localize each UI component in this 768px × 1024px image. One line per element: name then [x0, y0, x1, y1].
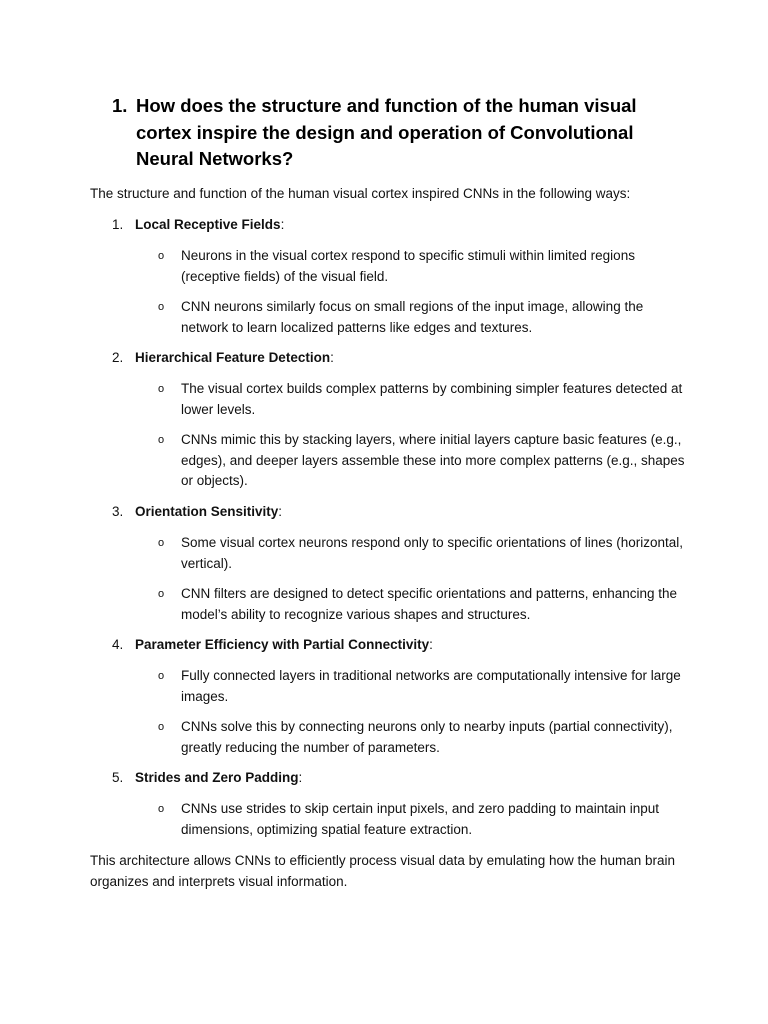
list-item-suffix: : [429, 637, 433, 652]
list-item-suffix: : [280, 217, 285, 232]
list-item-suffix: : [330, 350, 334, 365]
bullet-text: Some visual cortex neurons respond only to specific orientations of lines (horizontal, vertical). [181, 535, 684, 571]
bullet-marker: o [158, 803, 165, 815]
bullet-text: CNN filters are designed to detect specific orientations and patterns, enhancing the model’s ability to recognize various shapes and structures. [181, 586, 678, 622]
list-item-hierarchical-feature-detection [112, 348, 334, 369]
list-item-parameter-efficiency [112, 635, 433, 656]
list-item-title: Hierarchical Feature Detection [135, 350, 331, 365]
bullet-marker: o [158, 670, 165, 682]
list-item-orientation-sensitivity [112, 502, 282, 523]
question-text: How does the structure and function of the human visual cortex inspire the design and operation of Convolutional Neural Networks? [136, 95, 637, 169]
bullet-text: The visual cortex builds complex patterns by combining simpler features detected at lower levels. [181, 381, 683, 417]
bullet-marker: o [158, 301, 165, 313]
bullet-text: CNN neurons similarly focus on small regions of the input image, allowing the network to learn localized patterns like edges and textures. [181, 299, 644, 335]
list-item-strides-zero-padding [112, 768, 302, 789]
bullet-marker: o [158, 721, 165, 733]
bullet-text: CNNs solve this by connecting neurons only to nearby inputs (partial connectivity), greatly reducing the number of parameters. [181, 719, 673, 755]
bullet-marker: o [158, 588, 165, 600]
list-item-number: 5. [112, 770, 124, 785]
bullet-item [158, 799, 688, 840]
question-number: 1. [112, 95, 128, 116]
bullet-marker: o [158, 434, 165, 446]
list-item-title: Local Receptive Fields [135, 217, 281, 232]
bullet-item [158, 533, 688, 574]
question-heading [112, 93, 692, 173]
list-item-title: Orientation Sensitivity [135, 504, 279, 519]
list-item-number: 3. [112, 504, 124, 519]
bullet-marker: o [158, 250, 165, 262]
list-item-number: 4. [112, 637, 124, 652]
bullet-item [158, 379, 688, 420]
list-item-number: 1. [112, 217, 124, 232]
bullet-item [158, 584, 688, 625]
bullet-marker: o [158, 537, 165, 549]
list-item-suffix: : [278, 504, 283, 519]
bullet-item [158, 246, 688, 287]
bullet-item [158, 666, 688, 707]
list-item-title: Parameter Efficiency with Partial Connectivity [135, 637, 430, 652]
bullet-text: Neurons in the visual cortex respond to specific stimuli within limited regions (receptive fields) of the visual field. [181, 248, 635, 284]
conclusion-paragraph: This architecture allows CNNs to efficiently process visual data by emulating how the human brain organizes and interprets visual information. [90, 853, 676, 889]
bullet-item [158, 430, 688, 492]
list-item-suffix: : [298, 770, 303, 785]
intro-paragraph: The structure and function of the human visual cortex inspired CNNs in the following ways: [90, 186, 631, 201]
bullet-text: CNNs mimic this by stacking layers, where initial layers capture basic features (e.g., edges), and deeper layers assemble these into more complex patterns (e.g., shapes or objects). [181, 432, 685, 488]
bullet-item [158, 717, 688, 758]
list-item-number: 2. [112, 350, 124, 365]
list-item-local-receptive-fields [112, 215, 284, 236]
bullet-text: Fully connected layers in traditional networks are computationally intensive for large images. [181, 668, 681, 704]
bullet-text: CNNs use strides to skip certain input pixels, and zero padding to maintain input dimensions, optimizing spatial feature extraction. [181, 801, 660, 837]
bullet-item [158, 297, 688, 338]
list-item-title: Strides and Zero Padding [135, 770, 299, 785]
bullet-marker: o [158, 383, 165, 395]
